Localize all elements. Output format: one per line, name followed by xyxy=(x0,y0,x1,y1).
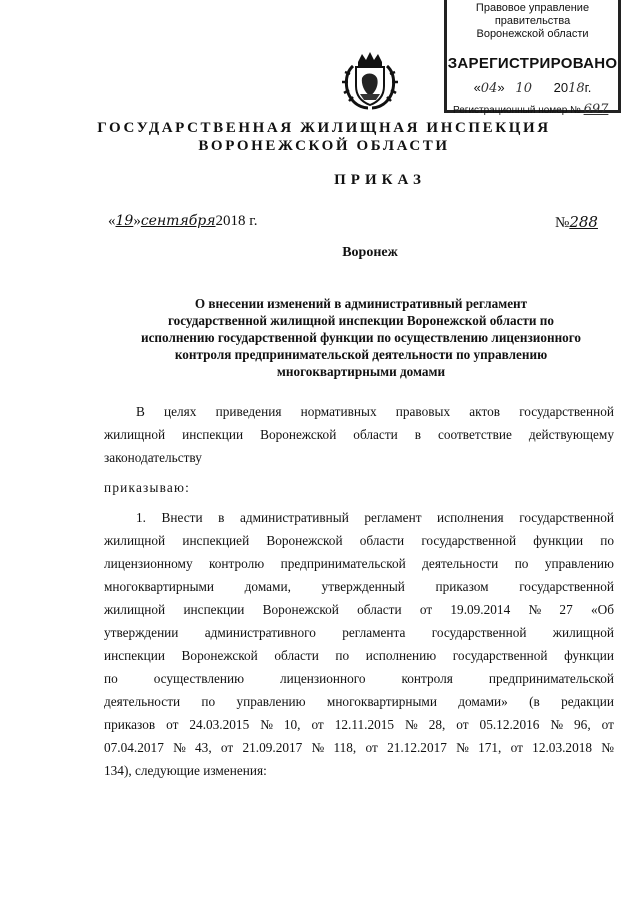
order-date-open-quote: « xyxy=(108,213,116,229)
item-line: деятельности по управлению многоквартирными домами» (в редакции xyxy=(104,694,614,709)
item-1-paragraph xyxy=(104,506,614,782)
title-line: исполнению государственной функции по осуществлению лицензионного xyxy=(140,330,582,345)
stamp-date-year-prefix: 20 xyxy=(553,80,569,95)
order-date-month: сентября xyxy=(140,213,216,229)
stamp-line1: Правовое управление правительства xyxy=(475,2,590,27)
title-line: государственной жилищной инспекции Воронежской области по xyxy=(168,313,554,328)
order-date-day: 19 xyxy=(115,213,134,229)
preamble-paragraph xyxy=(104,400,614,469)
stamp-line2: Воронежской области xyxy=(476,28,589,40)
item-line: 07.04.2017 № 43, от 21.09.2017 № 118, от 21.12.2017 № 171, от 12.03.2018 № xyxy=(104,740,614,755)
item-line: инспекции Воронежской области по исполнению государственной функции xyxy=(104,648,614,663)
stamp-reg-line xyxy=(447,102,618,117)
stamp-date-suffix: г. xyxy=(584,80,592,95)
stamp-reg-label: Регистрационный номер № xyxy=(453,105,581,116)
order-word xyxy=(104,476,614,499)
item-line: жилищной инспекции Воронежской области от 19.09.2014 № 27 «Об xyxy=(104,602,614,617)
item-line: приказов от 24.03.2015 № 10, от 12.11.2015 № 28, от 05.12.2016 № 96, от xyxy=(104,717,614,732)
title-line: контроля предпринимательской деятельности по управлению xyxy=(174,347,548,362)
voronezh-coat-of-arms-icon xyxy=(338,50,402,112)
organization-name-line1: ГОСУДАРСТВЕННАЯ ЖИЛИЩНАЯ ИНСПЕКЦИЯ xyxy=(97,120,551,136)
stamp-date-day: 04 xyxy=(480,81,498,96)
item-line: по осуществлению лицензионного контроля предпринимательской xyxy=(104,671,614,686)
organization-name-line2: ВОРОНЕЖСКОЙ ОБЛАСТИ xyxy=(198,138,450,154)
stamp-reg-number: 697 xyxy=(583,102,609,117)
stamp-date xyxy=(447,80,618,98)
order-number-value: 288 xyxy=(569,213,598,231)
item-line: лицензионному контролю предпринимательской деятельности по управлению xyxy=(104,556,614,571)
title-line: многоквартирными домами xyxy=(276,364,446,379)
preamble-line: В целях приведения нормативных правовых актов государственной xyxy=(136,404,614,419)
order-date xyxy=(108,213,257,230)
item-line: многоквартирными домами, утвержденный приказом государственной xyxy=(104,579,614,594)
stamp-date-open-quote: « xyxy=(473,80,481,95)
stamp-date-year: 18 xyxy=(568,81,585,96)
document-title xyxy=(126,295,596,380)
title-line: О внесении изменений в административный регламент xyxy=(194,296,528,311)
preamble-line: законодательству xyxy=(104,450,202,465)
order-date-close-quote: » xyxy=(133,213,141,229)
stamp-registered: ЗАРЕГИСТРИРОВАНО xyxy=(447,55,618,72)
preamble-line: жилищной инспекции Воронежской области в соответствие действующему xyxy=(104,427,614,442)
document-type: ПРИКАЗ xyxy=(334,172,426,188)
item-line: 134), следующие изменения: xyxy=(104,763,267,778)
stamp-date-close-quote: » xyxy=(497,80,505,95)
city: Воронеж xyxy=(342,245,398,260)
item-line: 1. Внести в административный регламент исполнения государственной xyxy=(136,510,614,525)
order-number xyxy=(555,213,598,232)
registration-stamp xyxy=(444,0,621,117)
order-number-prefix: № xyxy=(555,215,570,231)
item-line: утверждении административного регламента государственной жилищной xyxy=(104,625,614,640)
stamp-date-month: 10 xyxy=(515,81,532,96)
order-word-text: приказываю: xyxy=(104,480,191,495)
order-date-year: 2018 г. xyxy=(215,213,258,229)
item-line: жилищной инспекцией Воронежской области государственной функции по xyxy=(104,533,614,548)
